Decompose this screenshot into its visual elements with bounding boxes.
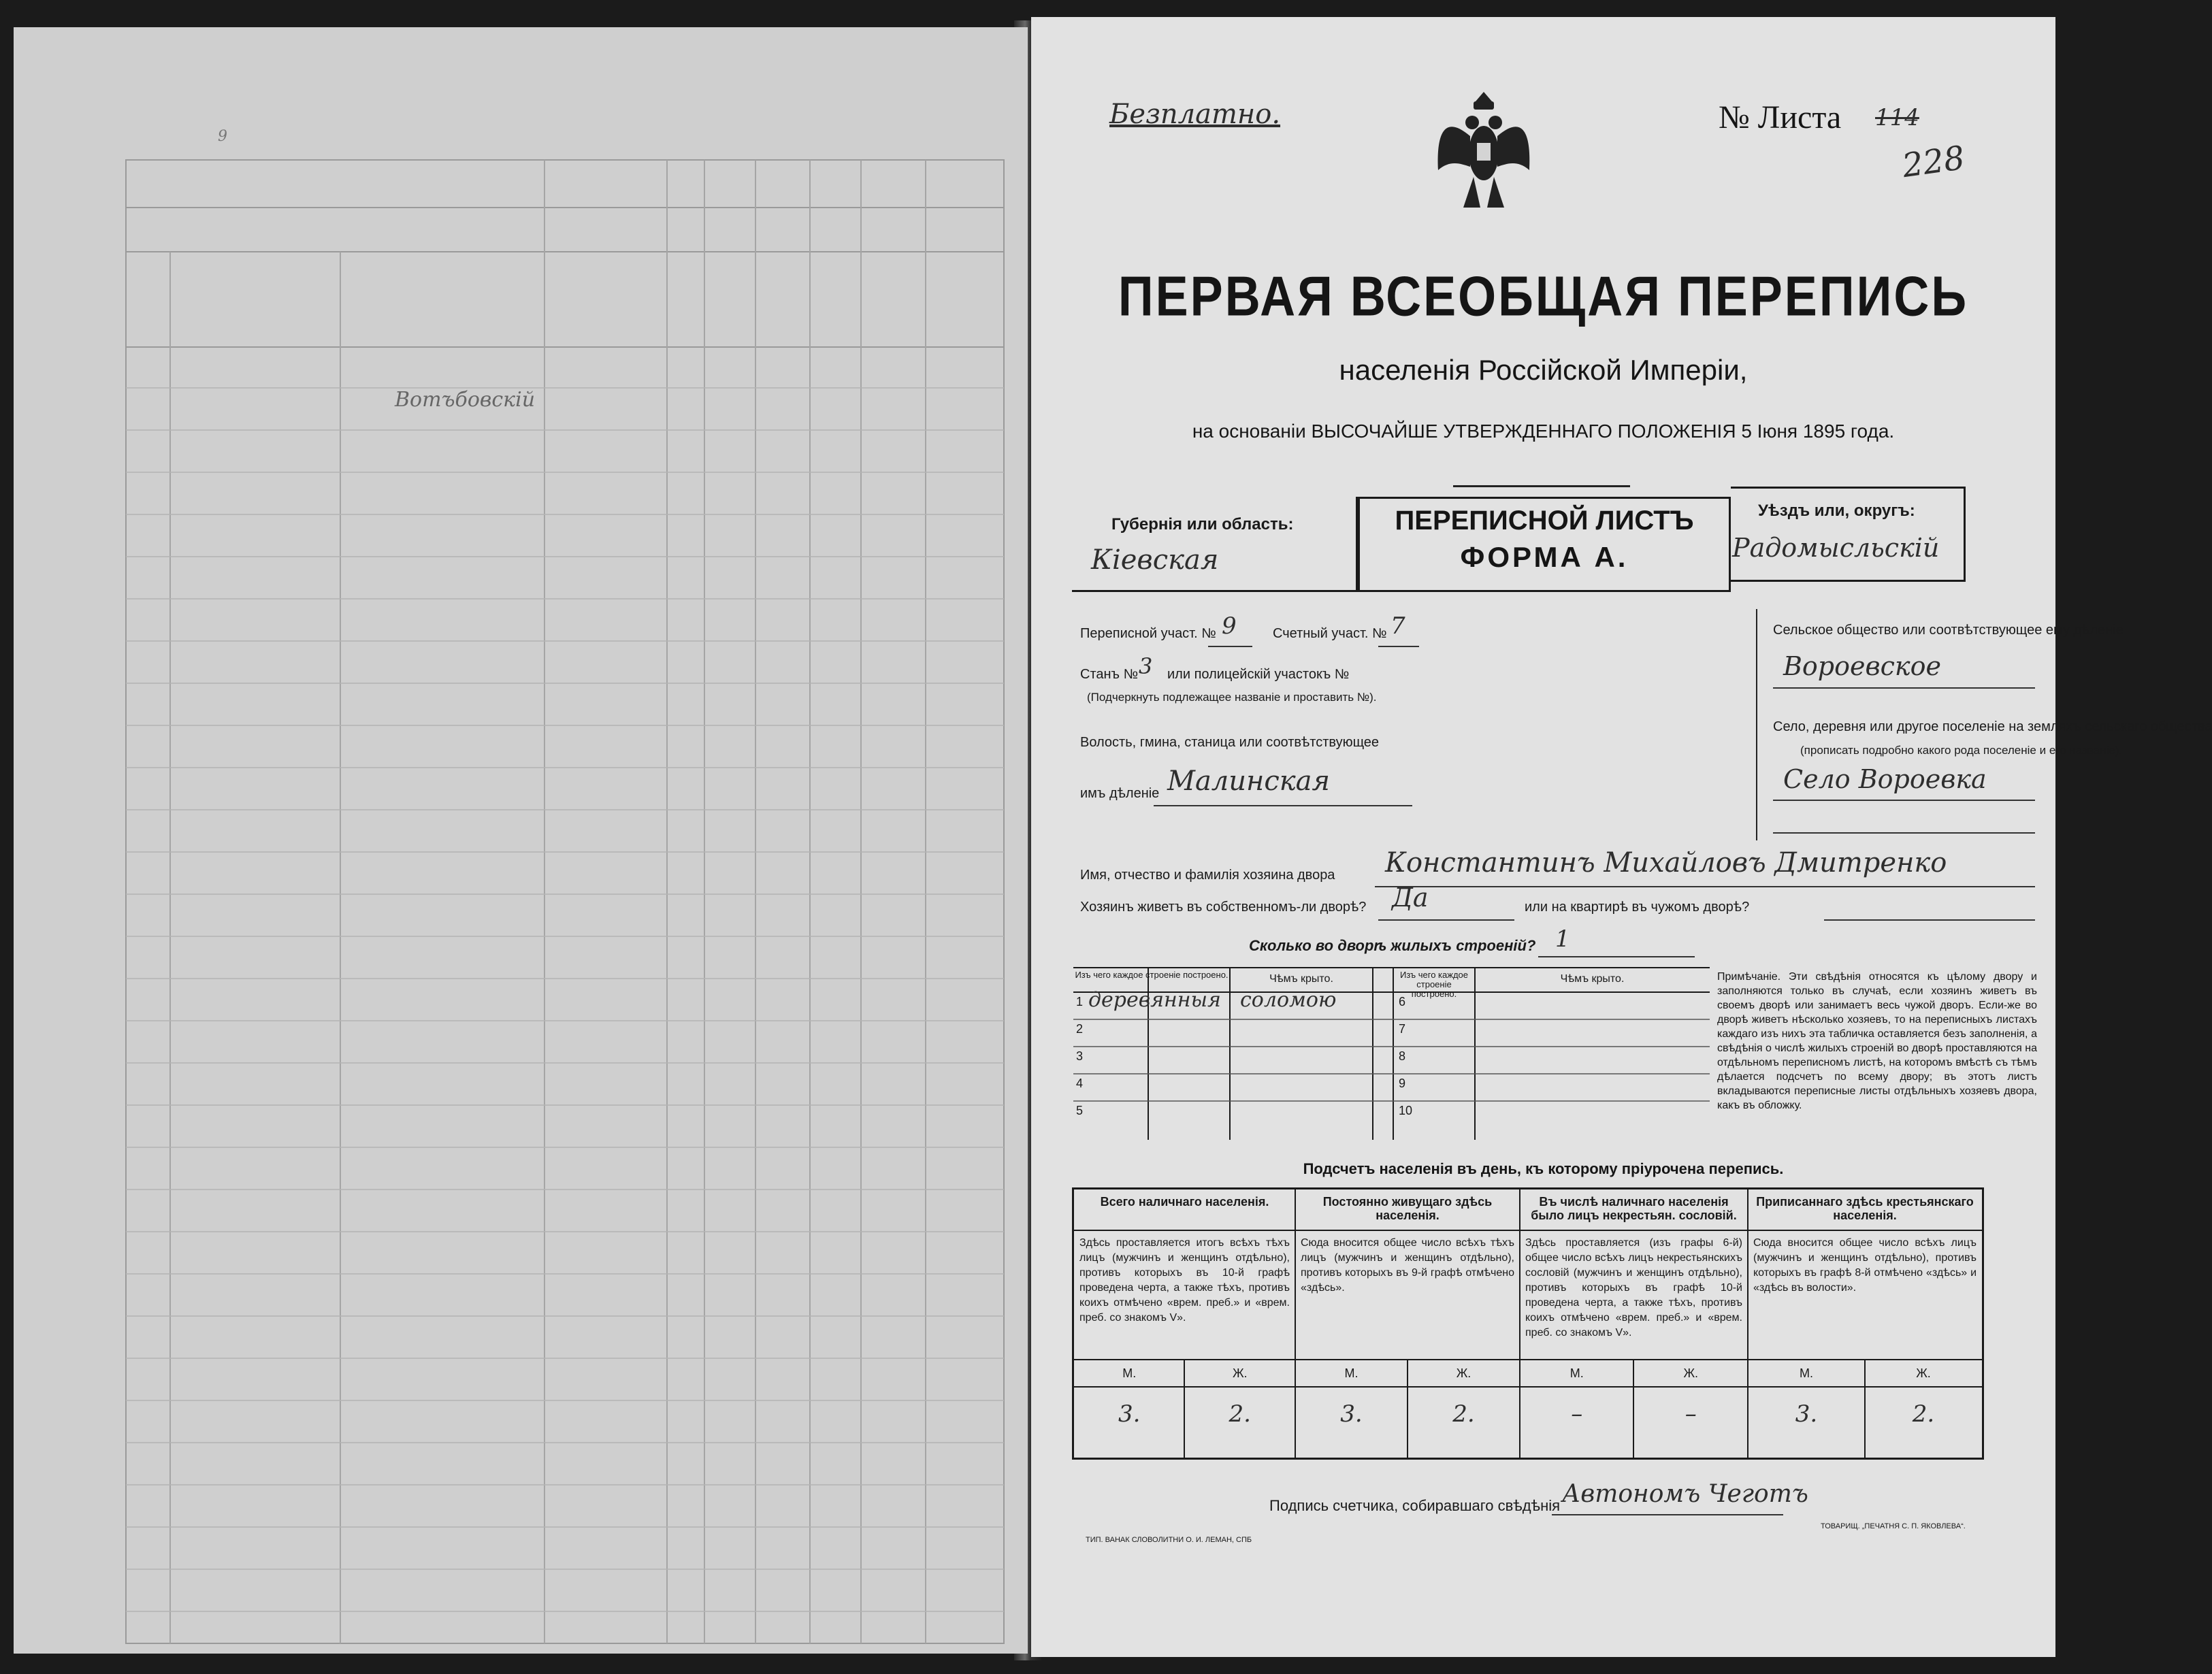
- count-col-head: Постоянно живущаго здѣсь населенія.: [1322, 1195, 1493, 1222]
- col-material: Изъ чего каждое строеніе построено.: [1075, 970, 1229, 980]
- building-row-number-right: 6: [1399, 995, 1406, 1008]
- sheet-title-line1: ПЕРЕПИСНОЙ ЛИСТЪ: [1395, 506, 1694, 536]
- count-col-desc: Сюда вносится общее число всѣхъ тѣхъ лицъ (мужчинъ и женщинъ отдѣльно), противъ которыхъ въ 9-й графѣ отмѣчено «здѣсь».: [1301, 1237, 1514, 1294]
- count-table: [1072, 1187, 1984, 1460]
- male-count: 3.: [1795, 1400, 1818, 1428]
- male-header: М.: [1344, 1366, 1359, 1380]
- sheet-no-value: 114: [1875, 104, 1919, 131]
- ornament-rule: [1453, 485, 1630, 487]
- count-col-desc: Здѣсь проставляется итогъ всѣхъ тѣхъ лицъ (мужчинъ и женщинъ отдѣльно), противъ которыхъ въ 10-й графѣ проведена черта, а также тѣхъ, противъ коихъ отмѣчено «врем. преб.» и «врем. преб. со знакомъ V».: [1079, 1237, 1290, 1324]
- count-col-desc: Сюда вносится общее число всѣхъ лицъ (мужчинъ и женщинъ отдѣльно), противъ которыхъ въ графѣ 8-й отмѣчено «здѣсь» и «здѣсь въ волости».: [1753, 1237, 1977, 1294]
- uchastok-value: 9: [1222, 612, 1237, 640]
- volost-label-1: Волость, гмина, станица или соотвѣтствующее: [1080, 735, 1380, 750]
- female-header: Ж.: [1683, 1366, 1699, 1380]
- lives-rest: или на квартирѣ въ чужомъ дворѣ?: [1525, 900, 1750, 915]
- buildings-label: Сколько во дворѣ жилыхъ строеній?: [1249, 937, 1536, 954]
- col-roof-right: Чѣмъ крыто.: [1560, 973, 1625, 985]
- left-page-grid: [14, 27, 1028, 1654]
- female-header: Ж.: [1232, 1366, 1248, 1380]
- female-count: 2.: [1912, 1400, 1935, 1428]
- col-material-right: Изъ чего каждое строеніе построено.: [1399, 970, 1468, 999]
- building-material: деревянныя: [1088, 988, 1221, 1012]
- owner-label: Имя, отчество и фамилія хозяина двора: [1080, 868, 1335, 883]
- male-count: –: [1571, 1400, 1583, 1428]
- building-row-number: 5: [1076, 1104, 1084, 1117]
- schetny-label: Счетный участ. №: [1273, 626, 1387, 641]
- obshchestvo-value: Вороевское: [1783, 651, 1941, 681]
- stan-value: 3: [1139, 653, 1153, 679]
- sheet-no-label: № Листа: [1719, 99, 1842, 135]
- left-corner-mark: 9: [218, 128, 227, 145]
- count-table-title: Подсчетъ населенія въ день, къ которому пріурочена перепись.: [1303, 1160, 1784, 1177]
- building-row-number: 2: [1076, 1022, 1084, 1036]
- building-row-number-right: 8: [1399, 1049, 1406, 1063]
- form-subtitle: населенія Россійской Имперіи,: [1339, 354, 1748, 386]
- imprint-left: ТИП. ВАНАК СЛОВОЛИТНИ О. И. ЛЕМАН, СПБ: [1086, 1536, 1252, 1544]
- sheet-title-line2: ФОРМА А.: [1460, 541, 1629, 573]
- lives-label: Хозяинъ живетъ въ собственномъ-ли дворѣ?: [1080, 900, 1367, 915]
- uchastok-label: Переписной участ. №: [1080, 626, 1216, 641]
- building-row-number-right: 10: [1399, 1104, 1413, 1117]
- count-col-head: Приписаннаго здѣсь крестьянскаго населенія.: [1756, 1195, 1974, 1222]
- female-header: Ж.: [1916, 1366, 1931, 1380]
- form-basis: на основаніи ВЫСОЧАЙШЕ УТВЕРЖДЕННАГО ПОЛОЖЕНІЯ 5 Іюня 1895 года.: [1192, 421, 1895, 442]
- building-row-number: 1: [1076, 995, 1084, 1008]
- count-col-desc: Здѣсь проставляется (изъ графы 6-й) общее число всѣхъ лицъ некрестьянскихъ сословій (мужчинъ и женщинъ отдѣльно), противъ которыхъ въ графѣ 10-й проведена черта, а также тѣхъ, противъ коихъ отмѣчено «врем. преб.» и «врем. преб. со знакомъ V».: [1525, 1237, 1742, 1339]
- selo-label: Село, деревня или другое поселеніе на земляхъ сельскаго общества: [1773, 719, 2212, 734]
- owner-value: Константинъ Михайловъ Дмитренко: [1385, 847, 1947, 879]
- left-page: [14, 27, 1028, 1654]
- note-text: Примѣчаніе. Эти свѣдѣнія относятся къ цѣлому двору и заполняются только въ случаѣ, если хозяинъ живетъ въ своемъ дворѣ или занимаетъ весь чужой дворъ. Если-же во дворѣ живетъ нѣсколько хозяевъ, то на переписныхъ листахъ каждаго изъ нихъ эта табличка оставляется безъ заполненія, а свѣдѣнія о числѣ жилыхъ строеній во дворѣ проставляются на отдѣльномъ переписномъ листѣ, на которомъ вмѣстѣ съ тѣмъ дѣлается подсчетъ по всему двору; въ этотъ листъ вкладываются переписные листы отдѣльныхъ хозяевъ двора, какъ въ обложку.: [1717, 971, 2037, 1111]
- male-header: М.: [1569, 1366, 1584, 1380]
- building-row-number: 3: [1076, 1049, 1084, 1063]
- female-count: 2.: [1452, 1400, 1475, 1428]
- field-divider: [1756, 609, 1757, 840]
- form-title: ПЕРВАЯ ВСЕОБЩАЯ ПЕРЕПИСЬ: [1118, 265, 1969, 328]
- count-col-head: Въ числѣ наличнаго населенія было лицъ некрестьян. сословій.: [1531, 1195, 1737, 1222]
- selo-value: Село Вороевка: [1783, 764, 1987, 794]
- male-header: М.: [1122, 1366, 1137, 1380]
- building-row-number-right: 9: [1399, 1077, 1406, 1090]
- uezd-value: Радомысльскій: [1732, 533, 1940, 563]
- building-row-number-right: 7: [1399, 1022, 1406, 1036]
- schetny-value: 7: [1390, 612, 1405, 640]
- count-col-head: Всего наличнаго населенія.: [1100, 1195, 1269, 1209]
- male-header: М.: [1800, 1366, 1813, 1380]
- lives-value: Да: [1392, 883, 1429, 913]
- male-count: 3.: [1118, 1400, 1141, 1428]
- guberniya-label: Губернія или область:: [1111, 515, 1294, 534]
- free-label: Безплатно.: [1109, 99, 1281, 130]
- female-header: Ж.: [1456, 1366, 1471, 1380]
- census-form-page: [1031, 17, 2212, 1657]
- stan-rest: или полицейскій участокъ №: [1167, 667, 1350, 682]
- col-roof: Чѣмъ крыто.: [1269, 973, 1333, 985]
- building-roof: соломою: [1240, 988, 1337, 1012]
- uezd-label: Уѣздъ или, округъ:: [1758, 502, 1915, 520]
- sheet-no-corrected: 228: [1900, 138, 1968, 186]
- buildings-value: 1: [1555, 925, 1570, 953]
- stan-label: Станъ №: [1080, 667, 1139, 682]
- volost-label-2: имъ дѣленіе: [1080, 786, 1160, 801]
- left-faint-entry: Вотъбовскій: [395, 388, 536, 412]
- signature-label: Подпись счетчика, собиравшаго свѣдѣнія: [1269, 1497, 1561, 1514]
- selo-note: (прописать подробно какого рода поселеніе и его названіе).: [1800, 744, 2123, 757]
- female-count: –: [1685, 1400, 1697, 1428]
- building-row-number: 4: [1076, 1077, 1084, 1090]
- imprint-right: ТОВАРИЩ. „ПЕЧАТНЯ С. П. ЯКОВЛЕВА“.: [1821, 1522, 1966, 1530]
- stan-note: (Подчеркнуть подлежащее названіе и проставить №).: [1087, 691, 1377, 704]
- male-count: 3.: [1340, 1400, 1363, 1428]
- volost-value: Малинская: [1167, 766, 1331, 797]
- female-count: 2.: [1229, 1400, 1251, 1428]
- imperial-eagle-emblem: [1433, 88, 1535, 218]
- signature-value: Автономъ Чеготъ: [1562, 1480, 1808, 1508]
- guberniya-value: Кіевская: [1091, 544, 1219, 576]
- obshchestvo-label: Сельское общество или соотвѣтствующее ему дѣленіе: [1773, 623, 2124, 638]
- buildings-table: [1073, 966, 1710, 1140]
